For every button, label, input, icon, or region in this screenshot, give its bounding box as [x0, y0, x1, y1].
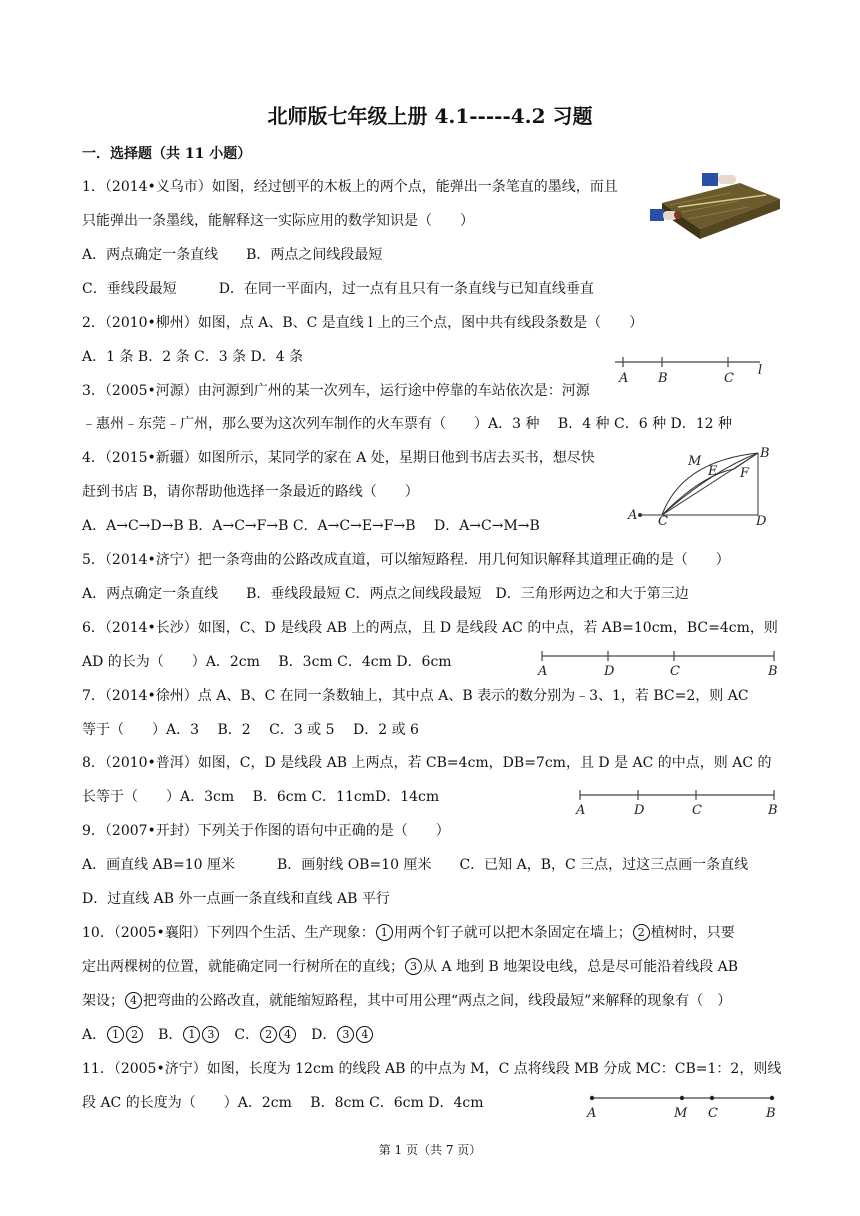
- q6-line1: 6．（2014•长沙）如图，C、D 是线段 AB 上的两点，且 D 是线段 AC 的中点，若 AB=10cm，BC=4cm，则: [82, 620, 778, 636]
- segment-q8-figure: [574, 787, 782, 817]
- point-label: C: [708, 1106, 718, 1120]
- line-label: l: [758, 363, 763, 378]
- point-label: B: [658, 371, 668, 386]
- q4-line1: 4．（2015•新疆）如图所示，某同学的家在 A 处，星期日他到书店去买书，想尽快: [82, 450, 595, 466]
- point-label: A: [628, 508, 638, 523]
- q9-option-d: D．过直线 AB 外一点画一条直线和直线 AB 平行: [82, 891, 390, 907]
- point-label: E: [708, 464, 718, 479]
- q2-options: A．1 条 B．2 条 C．3 条 D．4 条: [82, 349, 304, 365]
- point-label: M: [674, 1106, 688, 1120]
- point-label: B: [760, 446, 770, 461]
- q4-options: A．A→C→D→B B．A→C→F→B C．A→C→E→F→B D．A→C→M→B: [82, 518, 540, 534]
- point-label: B: [768, 664, 778, 678]
- point-label: F: [740, 466, 750, 481]
- section-heading: 一．选择题（共 11 小题）: [82, 146, 252, 162]
- point-label: A: [538, 664, 548, 678]
- point-label: D: [604, 664, 615, 678]
- point-label: C: [658, 514, 668, 527]
- q1-options-ab: A．两点确定一条直线 B．两点之间线段最短: [82, 247, 383, 263]
- q6-line2: AD 的长为（ ）A．2cm B．3cm C．4cm D．6cm: [82, 654, 452, 670]
- q1-line1: 1．（2014•义乌市）如图，经过刨平的木板上的两个点，能弹出一条笔直的墨线，而且: [82, 179, 618, 195]
- q2-line1: 2．（2010•柳州）如图，点 A、B、C 是直线 l 上的三个点，图中共有线段条数是（ ）: [82, 315, 644, 331]
- circled-number: 4: [125, 992, 142, 1009]
- q8-line2: 长等于（ ）A．3cm B．6cm C．11cmD．14cm: [82, 789, 440, 805]
- q1-options-cd: C．垂线段最短 D．在同一平面内，过一点有且只有一条直线与已知直线垂直: [82, 281, 594, 297]
- point-label: A: [576, 803, 586, 817]
- q8-line1: 8．（2010•普洱）如图，C，D 是线段 AB 上两点，若 CB=4cm，DB=7cm，且 D 是 AC 的中点，则 AC 的: [82, 755, 772, 771]
- point-label: C: [724, 371, 734, 386]
- route-figure: [622, 445, 772, 527]
- line-l-figure: [610, 352, 770, 388]
- segment-q6-figure: [536, 648, 780, 678]
- q9-line1: 9．（2007•开封）下列关于作图的语句中正确的是（ ）: [82, 823, 450, 839]
- page-footer: 第 1 页（共 7 页）: [378, 1143, 482, 1157]
- point-label: B: [766, 1106, 776, 1120]
- q7-line1: 7．（2014•徐州）点 A、B、C 在同一条数轴上，其中点 A、B 表示的数分别为﹣3、1，若 BC=2，则 AC: [82, 688, 749, 704]
- q10-line3: 架设； 4 把弯曲的公路改直，就能缩短路程，其中可用公理“两点之间，线段最短”来解释的现象有（ ）: [82, 993, 732, 1009]
- q5-options: A．两点确定一条直线 B．垂线段最短 C．两点之间线段最短 D．三角形两边之和大于第三边: [82, 586, 689, 602]
- wood-board-figure: [648, 163, 782, 241]
- q1-line2: 只能弹出一条墨线，能解释这一实际应用的数学知识是（ ）: [82, 213, 474, 229]
- point-label: D: [634, 803, 645, 817]
- q11-line2: 段 AC 的长度为（ ）A．2cm B．8cm C．6cm D．4cm: [82, 1095, 484, 1111]
- circled-number: 2: [633, 924, 650, 941]
- point-label: C: [670, 664, 680, 678]
- point-label: M: [688, 454, 702, 469]
- q3-line1: 3．（2005•河源）由河源到广州的某一次列车，运行途中停靠的车站依次是：河源: [82, 383, 590, 399]
- segment-q11-figure: [584, 1090, 780, 1120]
- q9-options-abc: A．画直线 AB=10 厘米 B．画射线 OB=10 厘米 C．已知 A，B，C 三点，过这三点画一条直线: [82, 857, 749, 873]
- q10-line2: 定出两棵树的位置，就能确定同一行树所在的直线； 3 从 A 地到 B 地架设电线，总是尽可能沿着线段 AB: [82, 959, 739, 975]
- point-label: B: [768, 803, 778, 817]
- point-label: D: [756, 514, 767, 527]
- point-label: A: [587, 1106, 597, 1120]
- q11-line1: 11．（2005•济宁）如图，长度为 12cm 的线段 AB 的中点为 M，C 点将线段 MB 分成 MC：CB=1：2，则线: [82, 1061, 782, 1077]
- page-title: 北师版七年级上册 4.1-----4.2 习题: [267, 104, 593, 128]
- q4-line2: 赶到书店 B，请你帮助他选择一条最近的路线（ ）: [82, 484, 419, 500]
- circled-number: 1: [376, 924, 393, 941]
- q5-line1: 5．（2014•济宁）把一条弯曲的公路改成直道，可以缩短路程．用几何知识解释其道理正确的是（ ）: [82, 552, 730, 568]
- q10-options: A． 1 2 B． 1 3 C． 2 4 D． 3 4: [82, 1025, 374, 1045]
- circled-number: 3: [405, 958, 422, 975]
- q7-line2: 等于（ ）A．3 B．2 C．3 或 5 D．2 或 6: [82, 722, 419, 738]
- point-label: C: [692, 803, 702, 817]
- q3-line2: ﹣惠州﹣东莞﹣广州，那么要为这次列车制作的火车票有（ ）A．3 种 B．4 种 C．6 种 D．12 种: [82, 416, 733, 432]
- q10-line1: 10．（2005•襄阳）下列四个生活、生产现象： 1 用两个钉子就可以把木条固定在墙上； 2 植树时，只要: [82, 925, 735, 941]
- point-label: A: [619, 371, 629, 386]
